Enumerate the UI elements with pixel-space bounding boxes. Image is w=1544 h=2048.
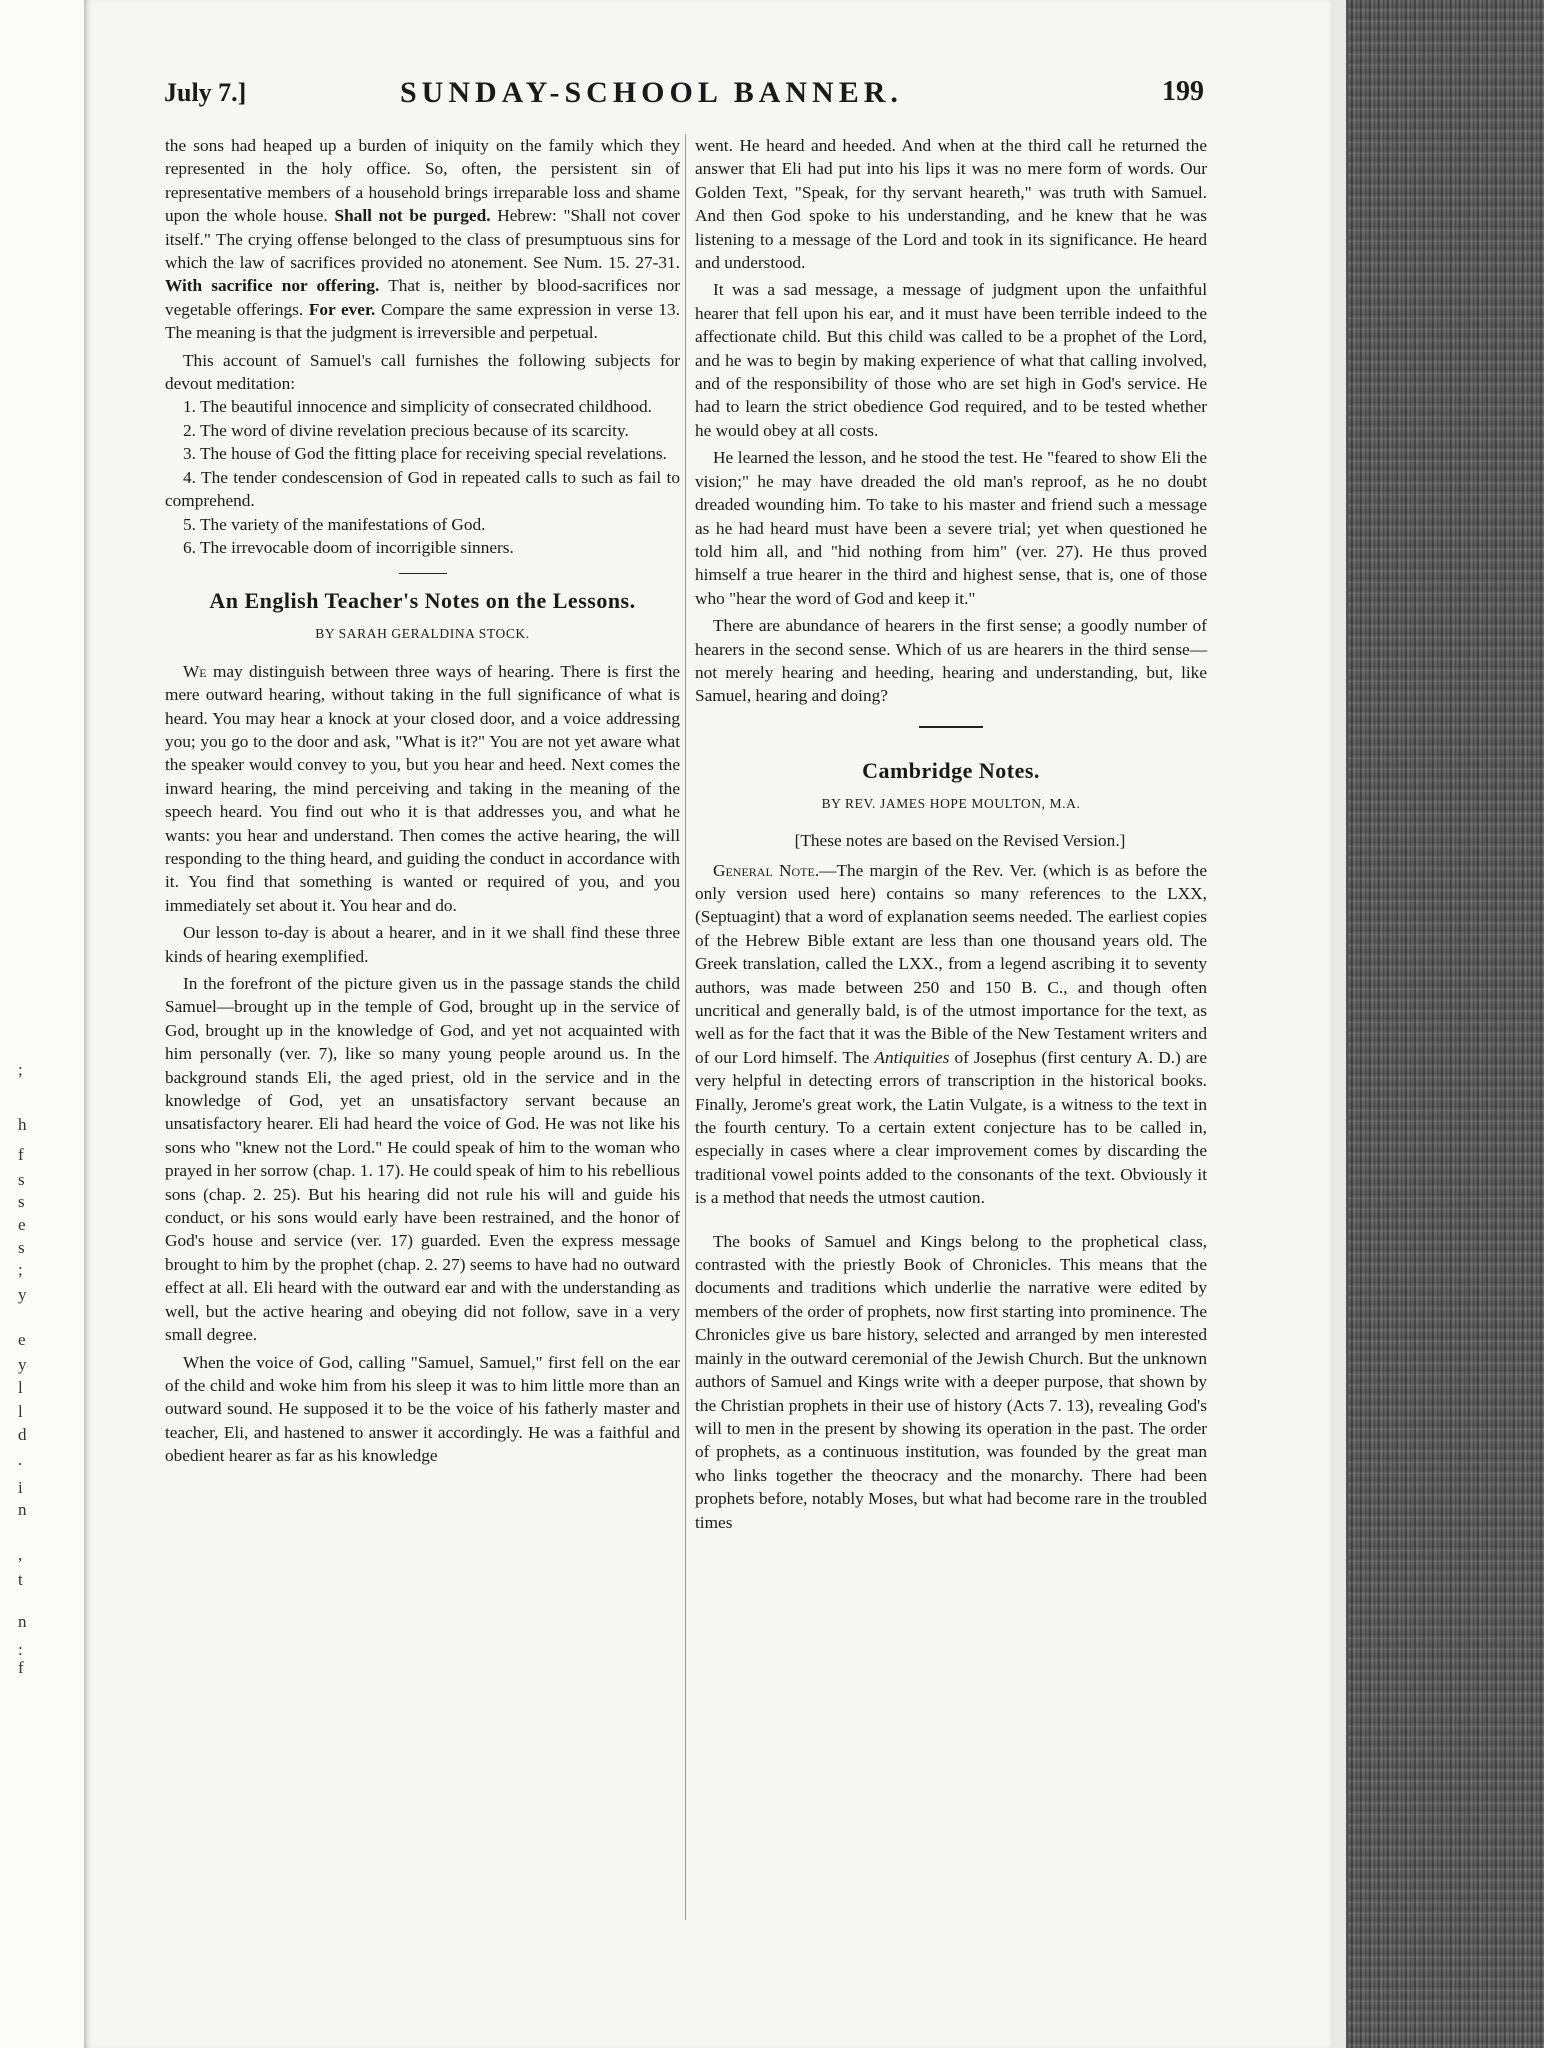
list-item: 4. The tender condescension of God in repeated calls to such as fail to comprehend.: [165, 467, 680, 511]
paragraph: In the forefront of the picture given us in the passage stands the child Samuel—brought up in the temple of God, brought up in the service of God, brought up in the knowledge of God, and yet not acquainted with him personally (ver. 7), like so many young people around us. In the background stands Eli, the aged priest, old in the service and in the knowledge of God, yet an unsatisfactory servant because an unsatisfactory hearer. Eli had heard the voice of God. He was not like his sons who "knew not the Lord." He could speak of him to the woman who prayed in her sorrow (chap. 1. 17). He could speak of him to his rebellious sons (chap. 2. 25). But his hearing did not rule his will and guide his conduct, or his sons would early have been restrained, and the honor of God's house and service (ver. 17) guarded. Even the express message brought to him by the prophet (chap. 2. 27) seems to have had no outward effect at all. Eli heard with the outward ear and with the understanding as well, but the active hearing and obeying did not follow, save in a very small degree.: [165, 974, 680, 1345]
byline: BY SARAH GERALDINA STOCK.: [315, 626, 530, 642]
book-edge: [1330, 0, 1544, 2048]
gutter-fragment: t: [18, 1570, 23, 1589]
facing-page-gutter: [0, 0, 86, 2048]
paragraph: General Note.—The margin of the Rev. Ver. (which is as before the only version used here) contains so many references to the LXX, (Septuagint) that a word of explanation seems needed. The earliest copies of the Hebrew Bible extant are less than one thousand years old. The Greek translation, called the LXX., from a legend ascribing it to seventy authors, was made between 250 and 150 B. C., and though often uncritical and generally bald, is of the utmost importance for the text, as well as for the fact that it was the Bible of the New Testament writers and of our Lord himself. The Antiquities of Josephus (first century A. D.) are very helpful in detecting errors of transcription in the historical books. Finally, Jerome's great work, the Latin Vulgate, is a witness to the text in the fourth century. To a certain extent conjecture has to be called in, especially in cases where a clear improvement comes by discarding the traditional vowel points added to the consonants of the text. Obviously it is a method that needs the utmost caution.: [695, 860, 1207, 1208]
page-number: 199: [1162, 76, 1204, 107]
gutter-fragment: ;: [18, 1060, 23, 1079]
gutter-fragment: l: [18, 1402, 23, 1421]
section-separator: [919, 726, 983, 728]
column-rule: [685, 134, 686, 1920]
header-date: July 7.]: [164, 78, 247, 107]
italic-title: Antiquities: [874, 1047, 950, 1067]
section-title: An English Teacher's Notes on the Lessons.: [209, 588, 636, 614]
keyword: Shall not be purged.: [334, 206, 491, 226]
gutter-fragment: :: [18, 1640, 23, 1659]
paragraph: went. He heard and heeded. And when at the third call he returned the answer that Eli had put into his lips it was no mere form of words. Our Golden Text, "Speak, for thy servant heareth," was truth with Samuel. And then God spoke to his understanding, and he knew that he was listening to a message of the Lord and took in its significance. He heard and understood.: [695, 136, 1207, 273]
section-separator: [399, 573, 447, 574]
gutter-fragment: e: [18, 1215, 26, 1234]
keyword: For ever.: [308, 299, 376, 319]
gutter-fragment: s: [18, 1192, 25, 1211]
list-item: 6. The irrevocable doom of incorrigible sinners.: [183, 537, 514, 557]
paragraph: This account of Samuel's call furnishes the following subjects for devout meditation:: [165, 350, 680, 394]
meditation-list: [165, 395, 680, 559]
list-item: 1. The beautiful innocence and simplicity of consecrated childhood.: [183, 397, 653, 417]
gutter-fragment: s: [18, 1238, 25, 1257]
gutter-fragment: d: [18, 1425, 27, 1444]
list-item: 5. The variety of the manifestations of God.: [183, 514, 486, 534]
running-header: [164, 72, 1204, 118]
gutter-fragment: f: [18, 1658, 24, 1677]
paragraph: He learned the lesson, and he stood the test. He "feared to show Eli the vision;" he may have dreaded the old man's reproof, as he no doubt dreaded wounding him. To take to his master and friend such a message as he had heard must have been a severe trial; yet when questioned he told him all, and "hid nothing from him" (ver. 27). He thus proved himself a true hearer in the third and highest sense, that is, one of those who "hear the word of God and keep it.": [695, 448, 1207, 608]
left-column: [165, 134, 680, 1468]
gutter-fragment: y: [18, 1285, 27, 1304]
paragraph: There are abundance of hearers in the first sense; a goodly number of hearers in the second sense. Which of us are hearers in the third sense—not merely hearing and heeding, hearing and understanding, but, like Samuel, hearing and doing?: [695, 616, 1207, 706]
paragraph: We may distinguish between three ways of hearing. There is first the mere outward hearing, without taking in the full significance of what is heard. You may hear a knock at your closed door, and a voice addressing you; you go to the door and ask, "What is it?" You are not yet aware what the speaker would convey to you, but you hear and heed. Next comes the inward hearing, the mind perceiving and taking in the meaning of the speech heard. You find out who it is that addresses you, and what he wants: you hear and understand. Then comes the active hearing, the will responding to the thing heard, and guiding the conduct in accordance with it. You find that something is wanted or required of you, and you immediately set about it. You hear and do.: [165, 661, 681, 915]
gutter-fragment: e: [18, 1330, 26, 1349]
paragraph: It was a sad message, a message of judgment upon the unfaithful hearer that fell upon his ear, and it must have been terrible indeed to the affectionate child. But this child was called to be a prophet of the Lord, and he was to begin by making experience of what that calling involved, and of the responsibility of those who are set high in God's service. He had to learn the strict obedience God required, and to be tested whether he would obey at all costs.: [695, 280, 1207, 440]
section-title: Cambridge Notes.: [862, 757, 1040, 783]
gutter-fragment: h: [18, 1115, 27, 1134]
gutter-fragment: l: [18, 1378, 23, 1397]
header-title: SUNDAY-SCHOOL BANNER.: [400, 76, 903, 109]
paragraph: the sons had heaped up a burden of iniquity on the family which they represented in the holy office. So, often, the persistent sin of representative members of a household brings irreparable loss and shame upon the whole house. Shall not be purged. Hebrew: "Shall not cover itself." The crying offense belonged to the class of presumptuous sins for which the law of sacrifices provided no atonement. See Num. 15. 27-31. With sacrifice nor offering. That is, neither by blood-sacrifices nor vegetable offerings. For ever. Compare the same expression in verse 13. The meaning is that the judgment is irreversible and perpetual.: [165, 136, 680, 343]
right-column: [695, 134, 1207, 1534]
gutter-fragment: n: [18, 1612, 27, 1631]
list-item: 3. The house of God the fitting place for receiving special revelations.: [183, 444, 667, 464]
gutter-fragment: n: [18, 1500, 27, 1519]
gutter-fragment: ,: [18, 1545, 23, 1564]
gutter-fragment: i: [18, 1478, 23, 1497]
paragraph: The books of Samuel and Kings belong to the prophetical class, contrasted with the priestly Book of Chronicles. This means that the documents and traditions which underlie the narrative were edited by members of the order of prophets, now first starting into prominence. The Chronicles give us bare history, selected and arranged by men interested mainly in the outward ceremonial of the Jewish Church. But the unknown authors of Samuel and Kings write with a deeper purpose, that shown by the Christian prophets in their use of history (Acts 7. 13), revealing God's will to men in the present by showing its operation in the past. The order of prophets, as a continuous institution, was founded by the great man who links together the theocracy and the monarchy. There had been prophets before, notably Moses, but what had become rare in the troubled times: [695, 1231, 1207, 1532]
note-label: General Note.: [713, 860, 820, 880]
gutter-fragment: ;: [18, 1260, 23, 1279]
gutter-fragment: .: [18, 1450, 23, 1469]
keyword: With sacrifice nor offering.: [165, 276, 380, 296]
paragraph: Our lesson to-day is about a hearer, and in it we shall find these three kinds of hearing exemplified.: [165, 923, 680, 966]
editorial-note: [These notes are based on the Revised Version.]: [794, 831, 1126, 851]
drop-word: We: [183, 661, 207, 681]
byline: BY REV. JAMES HOPE MOULTON, M.A.: [821, 795, 1081, 811]
list-item: 2. The word of divine revelation precious because of its scarcity.: [183, 420, 629, 440]
gutter-fragment: f: [18, 1145, 24, 1164]
gutter-fragment: s: [18, 1170, 25, 1189]
paragraph: When the voice of God, calling "Samuel, Samuel," first fell on the ear of the child and woke him from his sleep it was to him little more than an outward sound. He supposed it to be the voice of his fatherly master and teacher, Eli, and hastened to answer it accordingly. He was a faithful and obedient hearer as far as his knowledge: [165, 1352, 680, 1466]
gutter-fragment: y: [18, 1355, 27, 1374]
